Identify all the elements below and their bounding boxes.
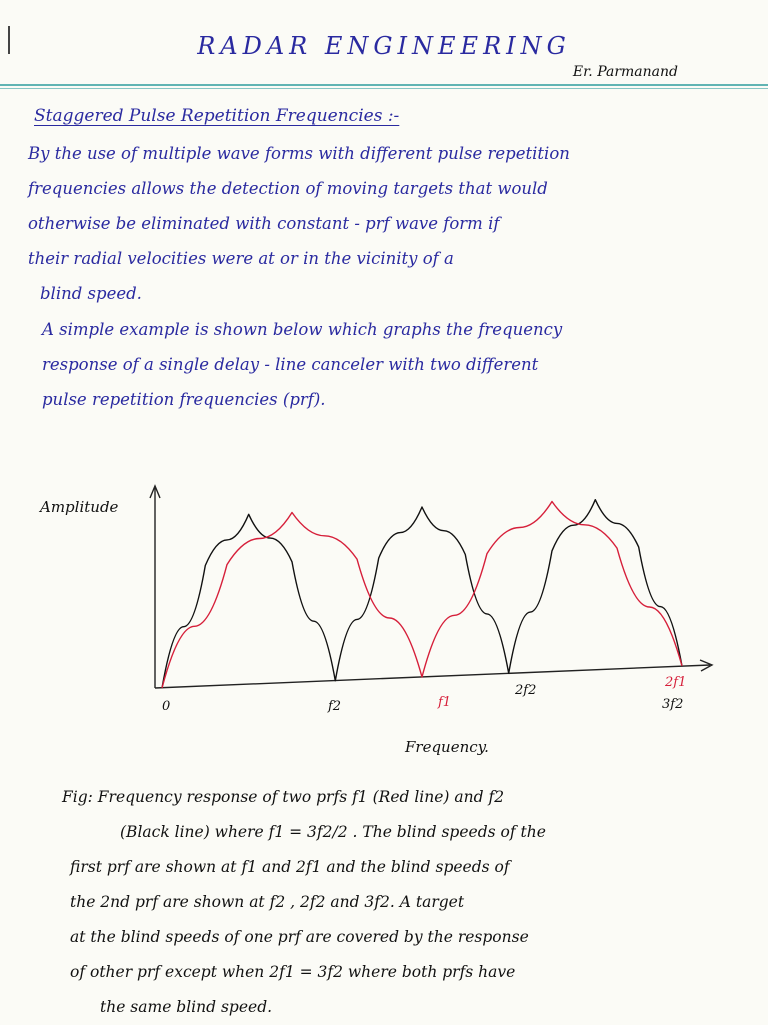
tick-layer bbox=[162, 675, 686, 714]
paragraph-line: otherwise be eliminated with constant - prf wave form if bbox=[28, 214, 500, 233]
x-tick-label: 0 bbox=[162, 699, 171, 714]
x-axis bbox=[155, 665, 710, 688]
series-layer bbox=[162, 500, 682, 688]
author-name: Er. Parmanand bbox=[572, 64, 678, 80]
section-heading: Staggered Pulse Repetition Frequencies :- bbox=[34, 106, 400, 126]
paragraph-line: pulse repetition frequencies (prf). bbox=[42, 390, 326, 409]
y-axis-label: Amplitude bbox=[40, 498, 119, 516]
frequency-response-chart bbox=[0, 470, 768, 760]
x-tick-label: 3f2 bbox=[662, 697, 684, 712]
paragraph-line: their radial velocities were at or in the vicinity of a bbox=[28, 249, 454, 268]
caption-line: Fig: Frequency response of two prfs f1 (Red line) and f2 bbox=[62, 788, 505, 806]
page-title: RADAR ENGINEERING bbox=[197, 32, 571, 60]
x-tick-label: f1 bbox=[438, 695, 452, 710]
paragraph-1 bbox=[28, 136, 748, 311]
x-axis-label: Frequency. bbox=[405, 738, 489, 756]
figure-caption bbox=[62, 780, 750, 1025]
paragraph-2 bbox=[28, 312, 748, 417]
series-line-black bbox=[162, 500, 682, 688]
header-rule bbox=[0, 84, 768, 86]
paragraph-line: response of a single delay - line canceler with two different bbox=[42, 355, 539, 374]
caption-line: (Black line) where f1 = 3f2/2 . The blind speeds of the bbox=[120, 823, 546, 841]
x-tick-label: f2 bbox=[328, 699, 342, 714]
caption-line: the 2nd prf are shown at f2 , 2f2 and 3f2. A target bbox=[70, 893, 465, 911]
x-tick-label: 2f1 bbox=[665, 675, 687, 690]
paragraph-line: frequencies allows the detection of moving targets that would bbox=[28, 179, 548, 198]
caption-line: first prf are shown at f1 and 2f1 and the blind speeds of bbox=[70, 858, 510, 876]
caption-line: of other prf except when 2f1 = 3f2 where both prfs have bbox=[70, 963, 516, 981]
paragraph-line: A simple example is shown below which graphs the frequency bbox=[42, 320, 563, 339]
x-tick-label: 2f2 bbox=[515, 683, 537, 698]
paragraph-line: By the use of multiple wave forms with different pulse repetition bbox=[28, 144, 570, 163]
caption-line: the same blind speed. bbox=[100, 998, 273, 1016]
caption-line: at the blind speeds of one prf are covered by the response bbox=[70, 928, 529, 946]
header-rule-secondary bbox=[0, 88, 768, 89]
paragraph-line: blind speed. bbox=[40, 284, 142, 303]
